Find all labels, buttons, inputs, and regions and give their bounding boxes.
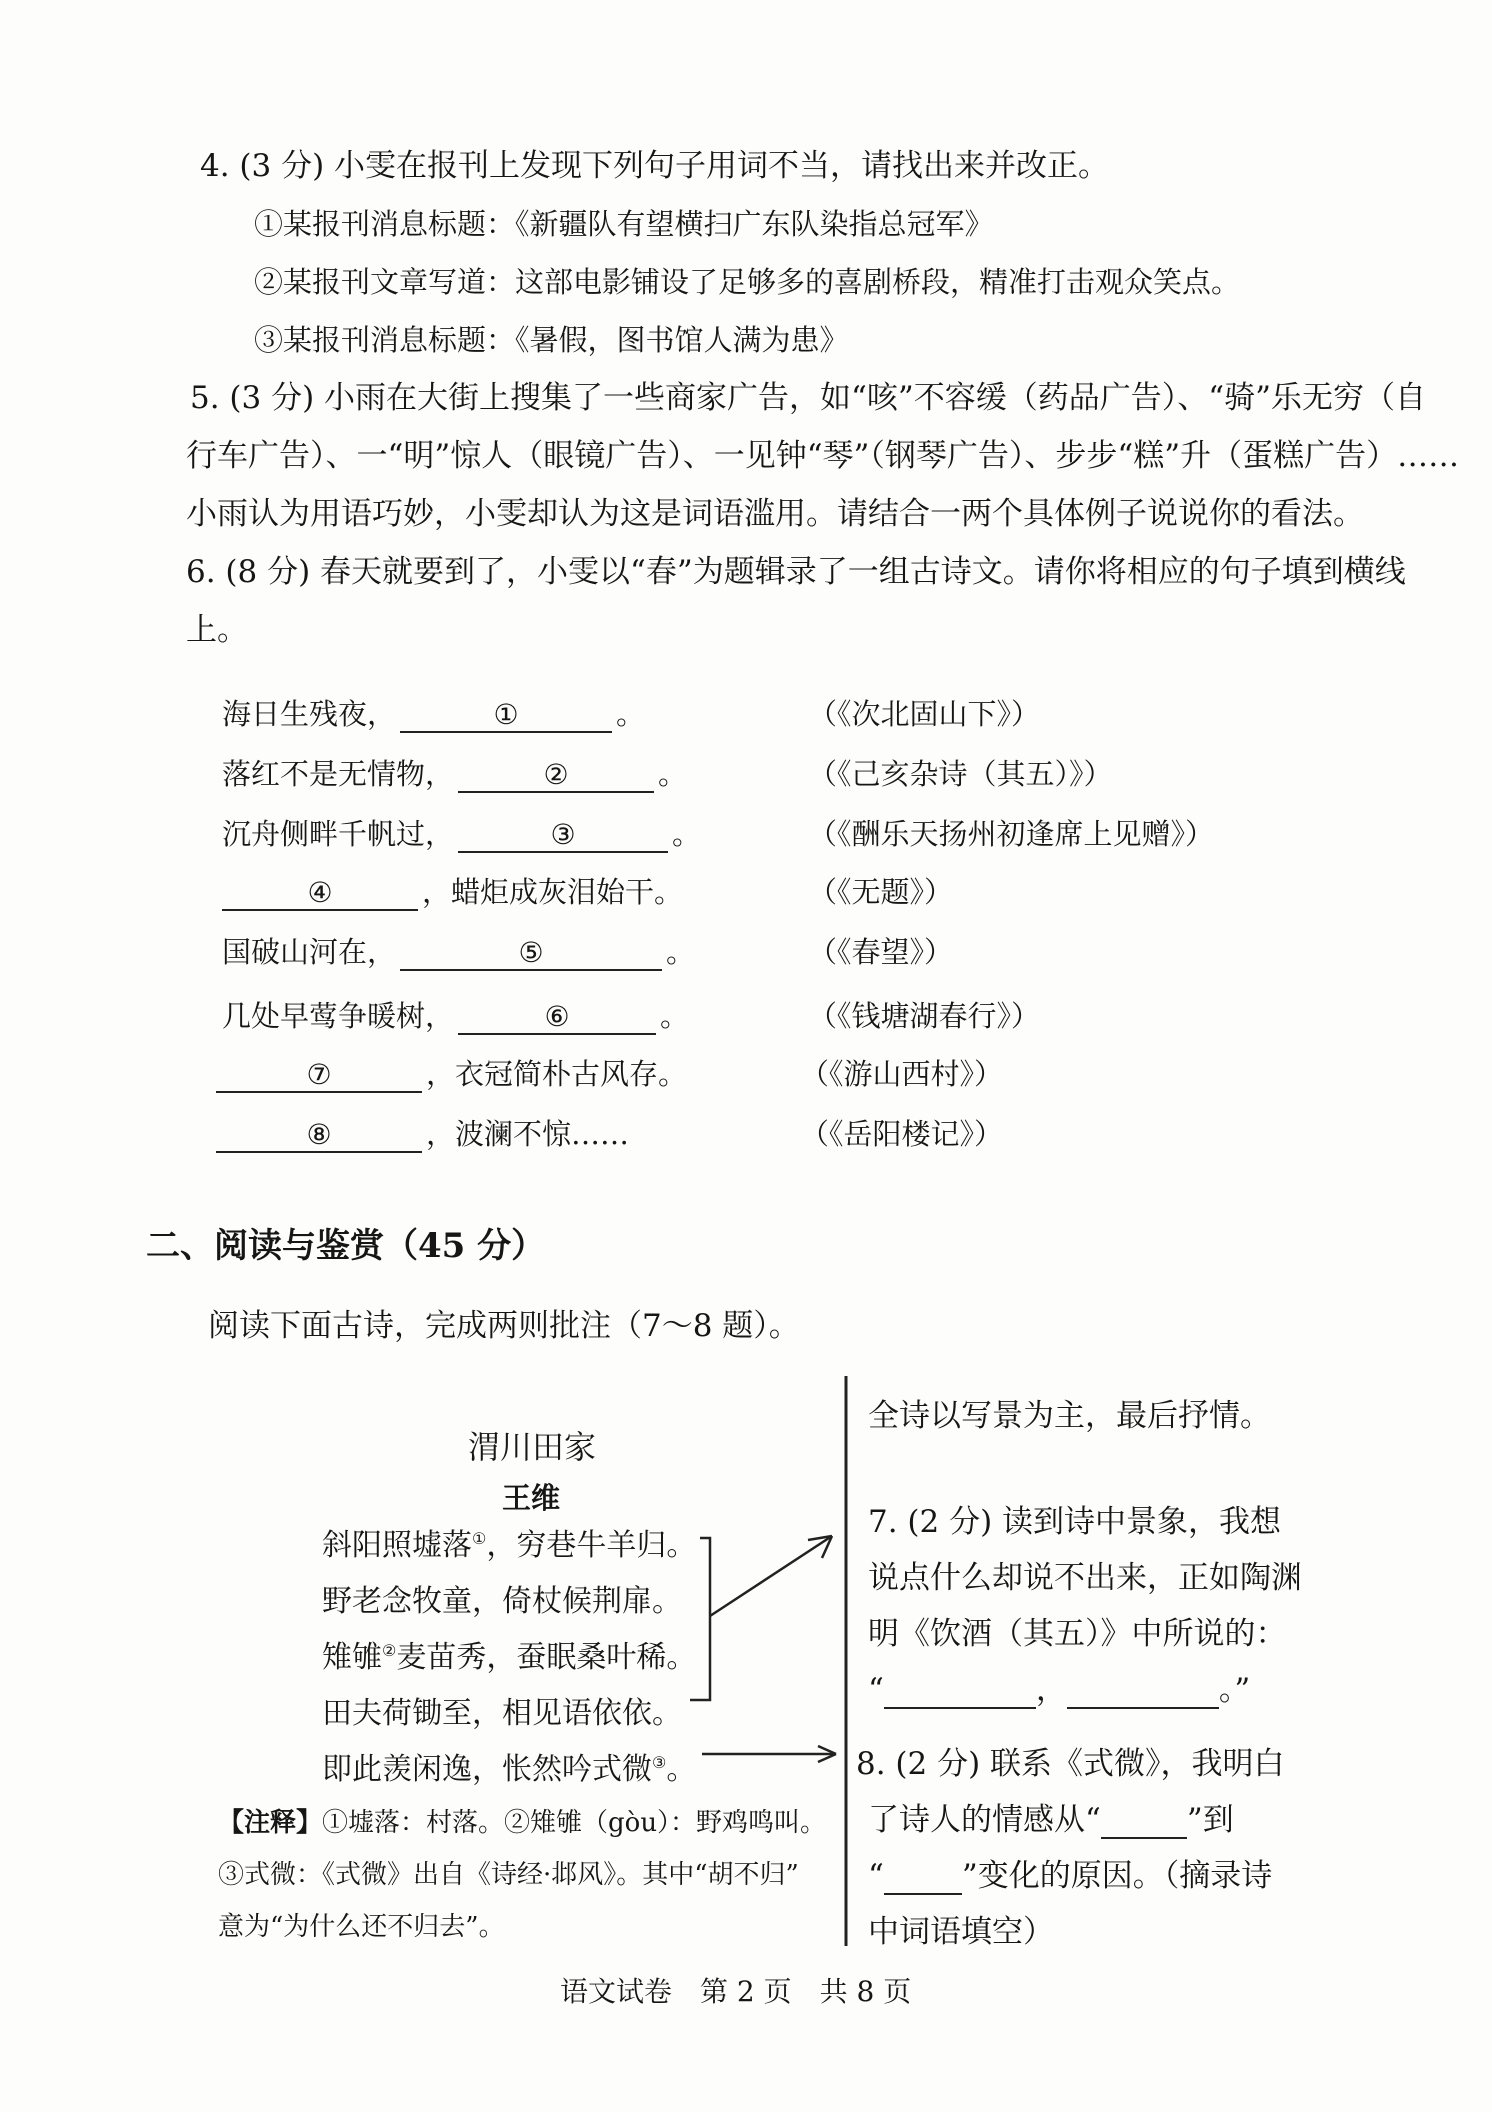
open-quote: “ xyxy=(868,1672,884,1708)
q6-row-post: ，衣冠简朴古风存。 xyxy=(426,1057,688,1091)
q6-row-post: 。 xyxy=(672,817,702,851)
q8-line-2 xyxy=(868,1794,1234,1839)
blank-marker: ① xyxy=(493,698,519,731)
q4-item-3: ③某报刊消息标题：《暑假，图书馆人满为患》 xyxy=(254,323,849,357)
q6-row-pre: 几处早莺争暖树， xyxy=(222,999,455,1033)
arrow-to-q7 xyxy=(710,1536,832,1616)
blank-marker: ⑦ xyxy=(306,1058,332,1091)
poem-text: 麦苗秀，蚕眠桑叶稀。 xyxy=(396,1640,697,1675)
q6-row-post: 。 xyxy=(660,999,690,1033)
comma: ， xyxy=(1035,1672,1067,1708)
q6-row-post: ，波澜不惊…… xyxy=(426,1117,630,1151)
poem-text: 田夫荷锄至，相见语依依。 xyxy=(322,1696,682,1731)
q6-row-pre: 沉舟侧畔千帆过， xyxy=(222,817,455,851)
q6-line-1: 6. (8 分) 春天就要到了，小雯以“春”为题辑录了一组古诗文。请你将相应的句子填到横线 xyxy=(186,554,1406,590)
footnote-marker: ③ xyxy=(652,1753,667,1772)
q6-source-2: （《己亥杂诗（其五）》） xyxy=(808,757,1113,791)
footnote-marker: ② xyxy=(382,1641,397,1660)
reading-intro: 阅读下面古诗，完成两则批注（7～8 题）。 xyxy=(208,1308,800,1344)
q6-row-pre: 国破山河在， xyxy=(222,935,397,969)
q6-row-post: ，蜡炬成灰泪始干。 xyxy=(422,875,684,909)
q6-source-6: （《钱塘湖春行》） xyxy=(808,999,1041,1033)
poem-title: 渭川田家 xyxy=(468,1428,597,1466)
q6-source-7: （《游山西村》） xyxy=(800,1057,1004,1091)
q6-row-pre: 落红不是无情物， xyxy=(222,757,455,791)
page-footer: 语文试卷 第 2 页 共 8 页 xyxy=(560,1975,912,2008)
q6-row-post: 。 xyxy=(658,757,688,791)
blank-marker: ⑧ xyxy=(306,1118,332,1151)
q6-row-post: 。 xyxy=(616,697,646,731)
footnote-marker: ① xyxy=(472,1529,487,1548)
blank-marker: ③ xyxy=(550,818,576,851)
poem-bracket xyxy=(690,1538,710,1700)
q4-item-1: ①某报刊消息标题：《新疆队有望横扫广东队染指总冠军》 xyxy=(254,207,994,241)
q6-row-post: 。 xyxy=(666,935,696,969)
blank-marker: ② xyxy=(543,758,569,791)
annotation-summary: 全诗以写景为主，最后抒情。 xyxy=(868,1398,1271,1434)
q8-line-1: 8. (2 分) 联系《式微》，我明白 xyxy=(856,1746,1285,1782)
q7-line-2: 说点什么却说不出来，正如陶渊 xyxy=(868,1560,1302,1596)
blank-marker: ⑤ xyxy=(518,936,544,969)
q6-source-1: （《次北固山下》） xyxy=(808,697,1041,731)
poem-text: 斜阳照墟落 xyxy=(322,1528,472,1563)
close-quote: 。” xyxy=(1218,1672,1251,1708)
q7-line-3: 明《饮酒（其五）》中所说的： xyxy=(868,1616,1287,1652)
note-text: ①墟落：村落。②雉雊（gòu）：野鸡鸣叫。 xyxy=(322,1808,827,1838)
poem-text: 雉雊 xyxy=(322,1640,382,1675)
note-line-3: 意为“为什么还不归去”。 xyxy=(218,1912,505,1942)
q7-blank-1[interactable] xyxy=(884,1677,1036,1709)
q7-line-1: 7. (2 分) 读到诗中景象，我想 xyxy=(868,1504,1282,1540)
section-heading: 二、阅读与鉴赏（45 分） xyxy=(146,1226,546,1266)
q6-line-2: 上。 xyxy=(186,612,248,648)
note-line-1 xyxy=(218,1802,826,1839)
q4-item-2: ②某报刊文章写道：这部电影铺设了足够多的喜剧桥段，精准打击观众笑点。 xyxy=(254,265,1241,299)
q6-source-3: （《酬乐天扬州初逢席上见赠》） xyxy=(808,817,1215,851)
q5-line-1: 5. (3 分) 小雨在大街上搜集了一些商家广告，如“咳”不容缓（药品广告）、“骑”乐无穷（自 xyxy=(190,380,1426,416)
q6-source-5: （《春望》） xyxy=(808,935,954,969)
q5-line-2: 行车广告）、一“明”惊人（眼镜广告）、一见钟“琴”（钢琴广告）、步步“糕”升（蛋糕广告）…… xyxy=(186,438,1460,474)
q7-answer-line xyxy=(868,1664,1250,1709)
q6-source-4: （《无题》） xyxy=(808,875,954,909)
q8-text: ”变化的原因。（摘录诗 xyxy=(961,1858,1273,1894)
note-line-2: ③式微：《式微》出自《诗经·邶风》。其中“胡不归” xyxy=(218,1860,799,1890)
poem-text: 野老念牧童，倚杖候荆扉。 xyxy=(322,1584,682,1619)
q8-blank-1[interactable] xyxy=(1101,1807,1187,1839)
q6-source-8: （《岳阳楼记》） xyxy=(800,1117,1004,1151)
q8-text: “ xyxy=(868,1858,884,1894)
q5-line-3: 小雨认为用语巧妙，小雯却认为这是词语滥用。请结合一两个具体例子说说你的看法。 xyxy=(186,496,1364,532)
blank-marker: ④ xyxy=(307,876,333,909)
poem-text: 即此羡闲逸，怅然吟式微 xyxy=(322,1752,652,1787)
q8-blank-2[interactable] xyxy=(884,1863,962,1895)
blank-marker: ⑥ xyxy=(544,1000,570,1033)
q4-stem: 4. (3 分) 小雯在报刊上发现下列句子用词不当，请找出来并改正。 xyxy=(200,148,1110,184)
poem-text: ，穷巷牛羊归。 xyxy=(486,1528,697,1563)
q8-text: 了诗人的情感从“ xyxy=(868,1802,1101,1838)
note-label: 【注释】 xyxy=(218,1808,323,1838)
q8-line-3 xyxy=(868,1850,1272,1895)
q8-text: ”到 xyxy=(1186,1802,1234,1838)
poem-text: 。 xyxy=(666,1752,697,1787)
q7-blank-2[interactable] xyxy=(1067,1677,1219,1709)
q8-line-4: 中词语填空） xyxy=(868,1914,1054,1950)
q6-row-pre: 海日生残夜， xyxy=(222,697,397,731)
poem-author: 王维 xyxy=(502,1481,561,1515)
